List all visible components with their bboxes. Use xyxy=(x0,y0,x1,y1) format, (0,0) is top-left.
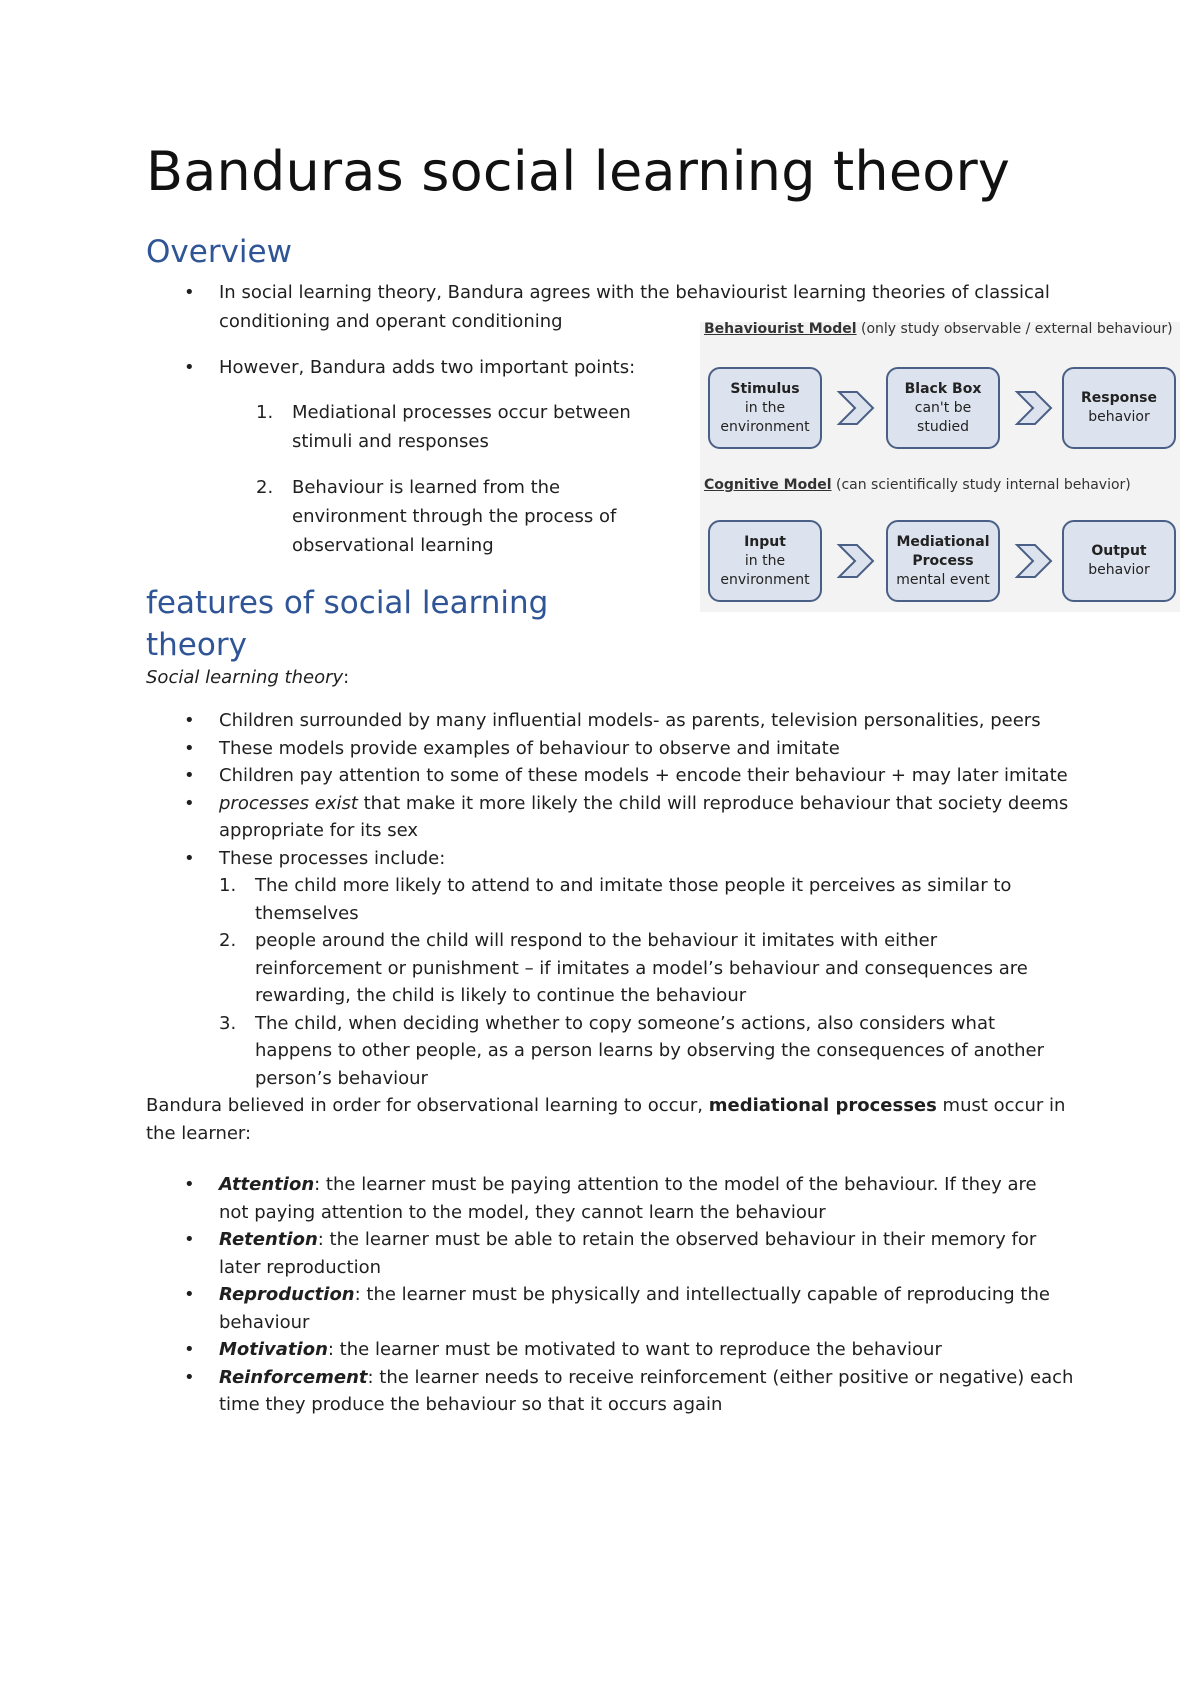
process-item: 3. The child, when deciding whether to copy someone’s actions, also considers what happens to other people, as a person learns by observing the consequences of another person’s behaviour xyxy=(219,1012,1044,1089)
chevron-right-icon xyxy=(1013,388,1053,428)
process-item: 1. The child more likely to attend to and imitate those people it perceives as similar to themselves xyxy=(219,875,1012,924)
mediational-list xyxy=(146,1171,1156,1419)
features-heading: features of social learning theory xyxy=(146,585,549,663)
list-item: • These models provide examples of behaviour to observe and imitate xyxy=(146,735,1156,763)
features-bullet-list xyxy=(146,707,1156,1147)
output-box: Output behavior xyxy=(1062,520,1176,602)
input-box: Input in the environment xyxy=(708,520,822,602)
overview-point-1: 1. Mediational processes occur between stimuli and responses xyxy=(256,402,631,452)
overview-bullet: • However, Bandura adds two important points: xyxy=(146,353,706,382)
list-item: • Reproduction: the learner must be physically and intellectually capable of reproducing the behaviour xyxy=(146,1281,1156,1336)
behaviourist-model-caption: Behaviourist Model (only study observable / external behaviour) xyxy=(704,321,1173,337)
cognitive-model-caption: Cognitive Model (can scientifically study internal behavior) xyxy=(704,477,1131,493)
list-item: • Retention: the learner must be able to retain the observed behaviour in their memory for later reproduction xyxy=(146,1226,1156,1281)
list-item: • Attention: the learner must be paying attention to the model of the behaviour. If they are not paying attention to the model, they cannot learn the behaviour xyxy=(146,1171,1156,1226)
document-title: Banduras social learning theory xyxy=(146,140,1011,203)
stimulus-box: Stimulus in the environment xyxy=(708,367,822,449)
chevron-right-icon xyxy=(835,541,875,581)
overview-heading: Overview xyxy=(146,234,292,270)
behaviourist-cognitive-diagram xyxy=(700,322,1180,612)
overview-bullet-list-2 xyxy=(146,353,706,382)
list-item: • These processes include: xyxy=(146,845,1156,873)
black-box: Black Box can't be studied xyxy=(886,367,1000,449)
response-box: Response behavior xyxy=(1062,367,1176,449)
list-item: • Children pay attention to some of these models + encode their behaviour + may later imitate xyxy=(146,762,1156,790)
mediational-process-box: Mediational Process mental event xyxy=(886,520,1000,602)
list-item: • Reinforcement: the learner needs to receive reinforcement (either positive or negative) each time they produce the behaviour so that it occurs again xyxy=(146,1364,1156,1419)
chevron-right-icon xyxy=(835,388,875,428)
chevron-right-icon xyxy=(1013,541,1053,581)
mediational-paragraph: Bandura believed in order for observational learning to occur, mediational processes must occur in the learner: xyxy=(146,1095,1066,1144)
features-intro: Social learning theory: xyxy=(146,667,350,688)
list-item: • processes exist that make it more likely the child will reproduce behaviour that society deems appropriate for its sex xyxy=(146,790,1156,845)
overview-point-2: 2. Behaviour is learned from the environment through the process of observational learning xyxy=(256,477,617,556)
overview-bullet: • In social learning theory, Bandura agrees with the behaviourist learning theories of classical conditioning and operant conditioning xyxy=(146,278,1086,336)
list-item: • Children surrounded by many influential models- as parents, television personalities, peers xyxy=(146,707,1156,735)
list-item: • Motivation: the learner must be motivated to want to reproduce the behaviour xyxy=(146,1336,1156,1364)
process-item: 2. people around the child will respond to the behaviour it imitates with either reinforcement or punishment – if imitates a model’s behaviour and consequences are rewarding, the child is likely to continue the behaviour xyxy=(219,930,1028,1006)
